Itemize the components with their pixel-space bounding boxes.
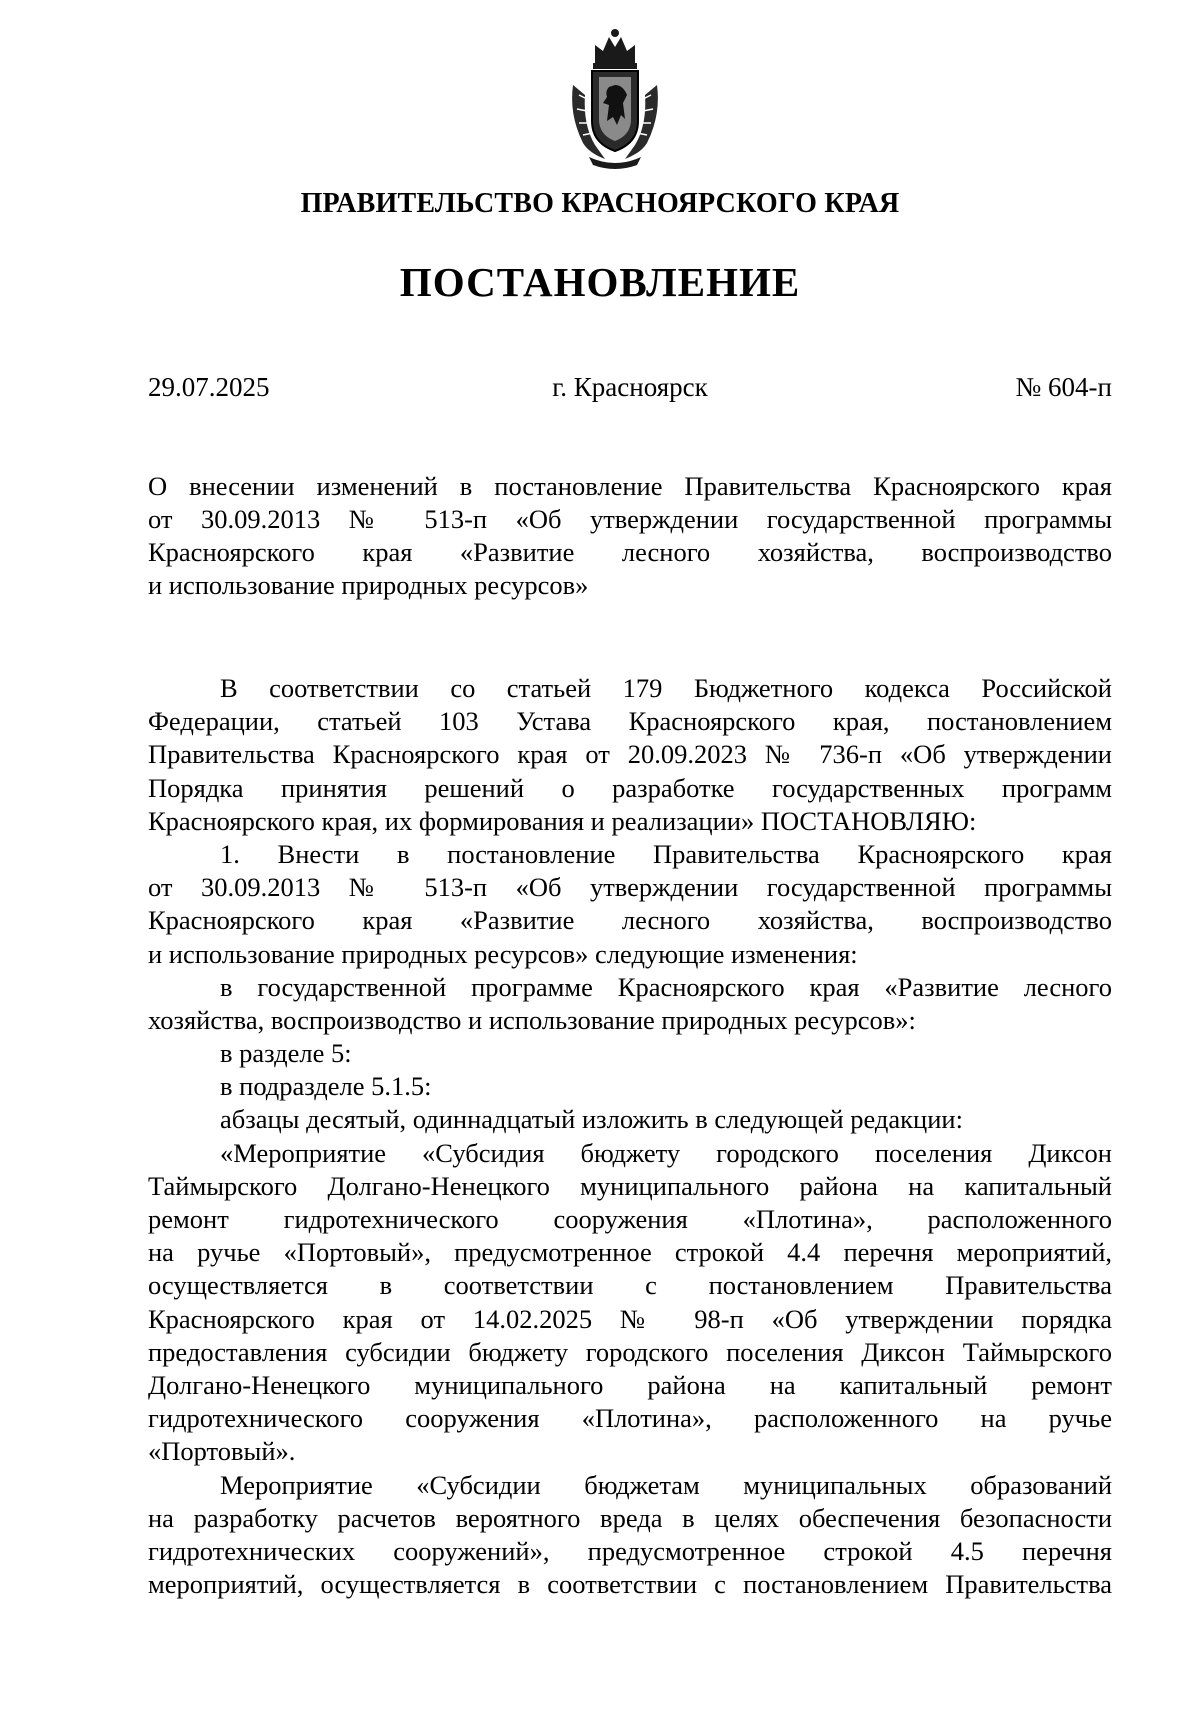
body-line: Мероприятие «Субсидии бюджетам муниципальных образований [220, 1469, 1112, 1500]
organization-title: ПРАВИТЕЛЬСТВО КРАСНОЯРСКОГО КРАЯ [300, 188, 900, 219]
body-line: ремонт гидротехнического сооружения «Плотина», расположенного [148, 1204, 1112, 1234]
krasnoyarsk-coat-of-arms-icon [565, 25, 665, 170]
body-line: хозяйства, воспроизводство и использование природных ресурсов»: [148, 1004, 916, 1035]
document-city: г. Красноярск [552, 372, 708, 402]
body-line: Красноярского края, их формирования и реализации» ПОСТАНОВЛЯЮ: [148, 805, 977, 836]
document-type-heading: ПОСТАНОВЛЕНИЕ [399, 259, 801, 305]
subject-line: О внесении изменений в постановление Правительства Красноярского края [148, 471, 1112, 501]
subject-line: Красноярского края «Развитие лесного хозяйства, воспроизводство [148, 537, 1112, 567]
body-line: гидротехнических сооружений», предусмотренное строкой 4.5 перечня [148, 1535, 1112, 1566]
document-body [148, 672, 1112, 1601]
body-line: абзацы десятый, одиннадцатый изложить в следующей редакции: [220, 1104, 963, 1135]
document-date: 29.07.2025 [148, 372, 270, 402]
subject-line: и использование природных ресурсов» [148, 570, 589, 600]
body-line: на ручье «Портовый», предусмотренное строкой 4.4 перечня мероприятий, [148, 1237, 1112, 1268]
body-line: 1. Внести в постановление Правительства Красноярского края [220, 838, 1112, 869]
body-line: «Портовый». [148, 1436, 296, 1467]
body-line: Долгано-Ненецкого муниципального района на капитальный ремонт [148, 1369, 1112, 1400]
body-line: осуществляется в соответствии с постановлением Правительства [148, 1270, 1112, 1301]
body-line: Правительства Красноярского края от 20.09.2023 № 736-п «Об утверждении [148, 739, 1112, 770]
body-line: Федерации, статьей 103 Устава Красноярского края, постановлением [148, 706, 1112, 737]
body-line: на разработку расчетов вероятного вреда в целях обеспечения безопасности [148, 1502, 1112, 1533]
body-line: Таймырского Долгано-Ненецкого муниципального района на капитальный [148, 1170, 1112, 1201]
body-line: «Мероприятие «Субсидия бюджету городского поселения Диксон [220, 1137, 1112, 1168]
body-line: В соответствии со статьей 179 Бюджетного кодекса Российской [220, 673, 1112, 703]
document-number: № 604-п [1015, 372, 1112, 402]
body-line: гидротехнического сооружения «Плотина», расположенного на ручье [148, 1403, 1112, 1434]
body-line: в государственной программе Красноярского края «Развитие лесного [220, 971, 1112, 1002]
body-line: Порядка принятия решений о разработке государственных программ [148, 772, 1112, 803]
document-subject [148, 470, 1112, 602]
body-line: Красноярского края от 14.02.2025 № 98-п «Об утверждении порядка [148, 1303, 1112, 1334]
body-line: мероприятий, осуществляется в соответствии с постановлением Правительства [148, 1569, 1112, 1600]
body-line: от 30.09.2013 № 513-п «Об утверждении государственной программы [148, 872, 1112, 903]
body-line: и использование природных ресурсов» следующие изменения: [148, 938, 858, 969]
body-line: в подразделе 5.1.5: [220, 1071, 432, 1102]
body-line: Красноярского края «Развитие лесного хозяйства, воспроизводство [148, 905, 1112, 936]
body-line: предоставления субсидии бюджету городского поселения Диксон Таймырского [148, 1336, 1112, 1367]
body-line: в разделе 5: [220, 1038, 352, 1069]
subject-line: от 30.09.2013 № 513-п «Об утверждении государственной программы [148, 504, 1112, 534]
